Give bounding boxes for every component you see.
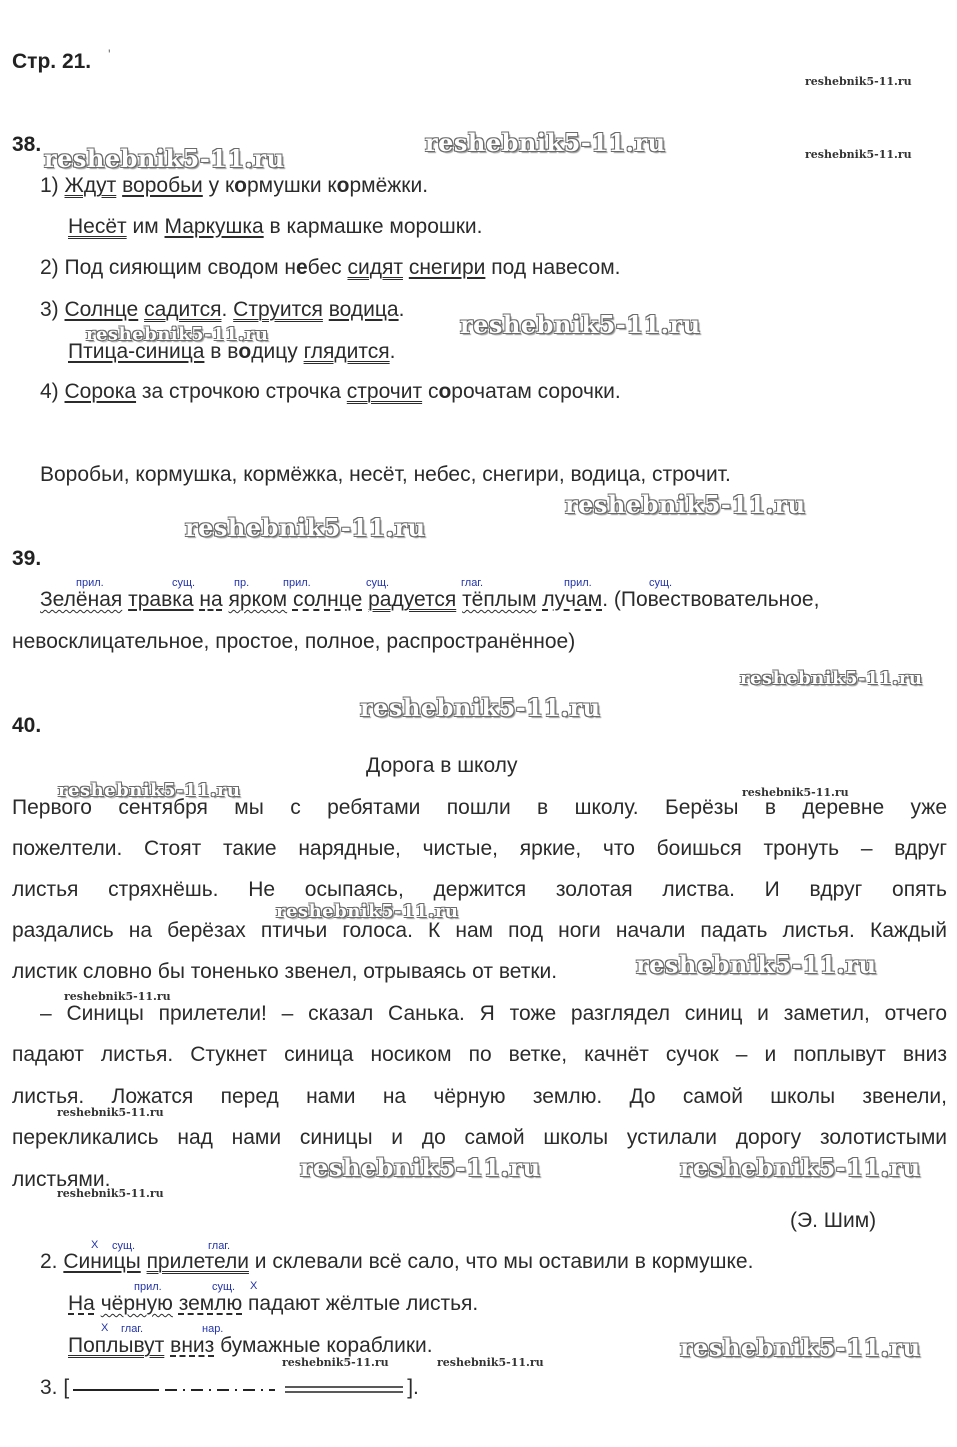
watermark: reshebnik5-11.ru: [58, 780, 241, 801]
watermark: reshebnik5-11.ru: [805, 148, 912, 161]
watermark: reshebnik5-11.ru: [57, 1106, 164, 1119]
pos-label: сущ.: [112, 1240, 136, 1252]
pos-label: прил.: [564, 577, 592, 589]
watermark: reshebnik5-11.ru: [742, 786, 849, 799]
text-line: Первого сентября мы с ребятами пошли в школу. Берёзы в деревне уже: [12, 796, 947, 819]
text-line: листья стряхнёшь. Не осыпаясь, держится золотая листва. И вдруг опять: [12, 878, 947, 901]
watermark: reshebnik5-11.ru: [805, 75, 912, 88]
watermark: reshebnik5-11.ru: [44, 144, 285, 173]
pos-label: сущ.: [649, 577, 673, 589]
watermark: reshebnik5-11.ru: [680, 1153, 921, 1182]
watermark: reshebnik5-11.ru: [565, 490, 806, 519]
watermark: reshebnik5-11.ru: [86, 324, 269, 345]
exercise-number: 39.: [12, 547, 42, 570]
ex38-word-list: Воробьи, кормушка, кормёжка, несёт, небес, снегири, водица, строчит.: [40, 463, 731, 486]
watermark: reshebnik5-11.ru: [282, 1356, 389, 1369]
watermark: reshebnik5-11.ru: [64, 990, 171, 1003]
text-line: раздались на берёзах птичьи голоса. К нам под ноги начали падать листья. Каждый: [12, 919, 947, 942]
pos-label: прил.: [76, 577, 104, 589]
pos-label: Х: [250, 1280, 258, 1292]
pos-label: прил.: [134, 1281, 162, 1293]
text-author: (Э. Шим): [790, 1209, 877, 1232]
text-title: Дорога в школу: [366, 754, 518, 777]
watermark: reshebnik5-11.ru: [636, 950, 877, 979]
pos-label: сущ.: [172, 577, 196, 589]
watermark: reshebnik5-11.ru: [360, 693, 601, 722]
ex38-line-5: Птица-синица в водицу глядится.: [68, 340, 396, 363]
pos-label: сущ.: [366, 577, 390, 589]
ex38-line-1: 1) Ждут воробьи у кормушки кормёжки.: [40, 174, 429, 197]
pos-label: глаг.: [208, 1240, 231, 1252]
pos-label: сущ.: [212, 1281, 236, 1293]
watermark: reshebnik5-11.ru: [740, 668, 923, 689]
pos-label: глаг.: [461, 577, 484, 589]
watermark: reshebnik5-11.ru: [680, 1333, 921, 1362]
text-line: листья. Ложатся перед нами на чёрную землю. До самой школы звенели,: [12, 1085, 947, 1108]
task2-line-2: На чёрную землю падают жёлтые листья.: [68, 1292, 479, 1315]
task2-line-1: 2. Синицы прилетели и склевали всё сало, что мы оставили в кормушке.: [40, 1250, 754, 1273]
watermark: reshebnik5-11.ru: [57, 1187, 164, 1200]
pos-label: глаг.: [121, 1323, 144, 1335]
watermark: reshebnik5-11.ru: [437, 1356, 544, 1369]
ex38-line-3: 2) Под сияющим сводом небес сидят снегири под навесом.: [40, 256, 621, 279]
watermark: reshebnik5-11.ru: [276, 901, 459, 922]
task3-scheme: 3. [ ].: [40, 1376, 419, 1399]
watermark: reshebnik5-11.ru: [185, 513, 426, 542]
ex38-line-4: 3) Солнце садится. Струится водица.: [40, 298, 405, 321]
task2-line-3: Поплывут вниз бумажные кораблики.: [68, 1334, 433, 1357]
sentence-scheme: [69, 1376, 407, 1398]
text-line: падают листья. Стукнет синица носиком по ветке, качнёт сучок – и поплывут вниз: [12, 1043, 947, 1066]
page-mark: ': [108, 46, 111, 62]
watermark: reshebnik5-11.ru: [300, 1153, 541, 1182]
watermark: reshebnik5-11.ru: [460, 310, 701, 339]
text-line: листьями.: [12, 1168, 111, 1191]
ex38-line-6: 4) Сорока за строчкою строчка строчит сорочатам сорочки.: [40, 380, 621, 403]
pos-label: нар.: [202, 1323, 224, 1335]
exercise-number: 40.: [12, 714, 42, 737]
text-line: перекликались над нами синицы и до самой школы устилали дорогу золотистыми: [12, 1126, 947, 1149]
ex39-characteristics: невосклицательное, простое, полное, распространённое): [12, 630, 576, 653]
pos-label: пр.: [234, 577, 250, 589]
ex39-sentence: Зелёная травка на ярком солнце радуется тёплым лучам. (Повествовательное,: [40, 588, 820, 611]
pos-label: Х: [91, 1239, 99, 1251]
pos-label: прил.: [283, 577, 311, 589]
text-line: – Синицы прилетели! – сказал Санька. Я тоже разглядел синиц и заметил, отчего: [40, 1002, 947, 1025]
text-line: листик словно бы тоненько звенел, отрываясь от ветки.: [12, 960, 558, 983]
ex38-line-2: Несёт им Маркушка в кармашке морошки.: [68, 215, 483, 238]
page-label: Стр. 21.: [12, 50, 92, 73]
watermark: reshebnik5-11.ru: [425, 128, 666, 157]
text-line: пожелтели. Стоят такие нарядные, чистые, яркие, что боишься тронуть – вдруг: [12, 837, 947, 860]
pos-label: Х: [101, 1322, 109, 1334]
exercise-number: 38.: [12, 133, 42, 156]
